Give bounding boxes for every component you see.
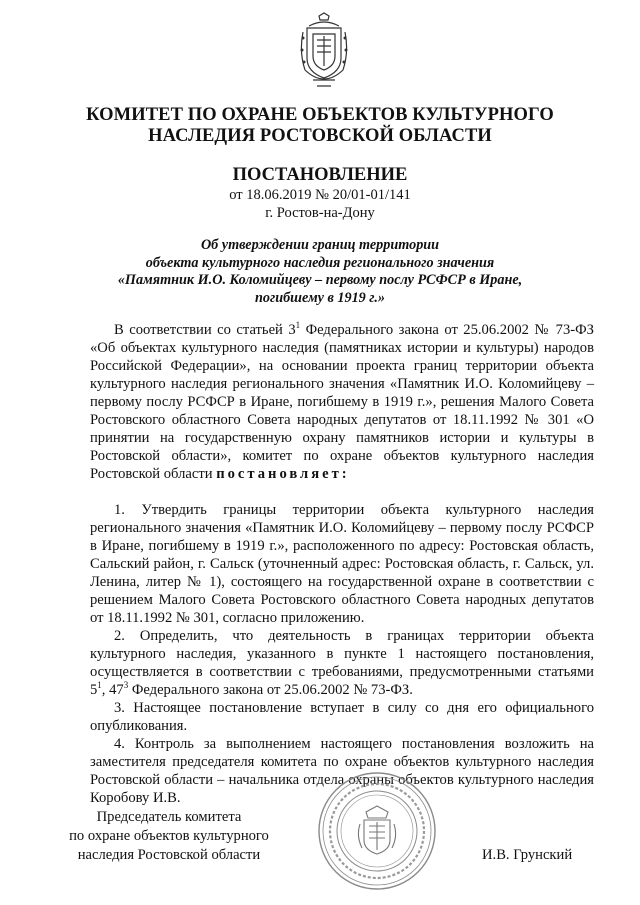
subject-line1: Об утверждении границ территории bbox=[200, 237, 440, 253]
official-seal-stamp bbox=[316, 770, 438, 892]
document-city: г. Ростов-на-Дону bbox=[265, 205, 375, 221]
item-2-superscript1: 1 bbox=[97, 680, 102, 691]
committee-title-line2: НАСЛЕДИЯ РОСТОВСКОЙ ОБЛАСТИ bbox=[148, 126, 492, 146]
document-body bbox=[90, 321, 594, 807]
signature-position-line2: по охране объектов культурного bbox=[69, 828, 269, 844]
preamble-part2: Федерального закона от 25.06.2002 № 73-ФЗ «Об объектах культурного наследия (памятниках истории и культуры) народов Российской Федерации», на основании проекта границ территории объекта культурного наследия регионального значения «Памятник И.О. Коломийцеву – первому послу РСФСР в Иране, погибшему в 1919 г.», решения Малого Совета Ростовского областного Совета народных депутатов от 18.11.1992 № 301 «О принятии на государственную охрану памятников истории и культуры в Ростовской области», комитет по охране объектов культурного наследия Ростовской области bbox=[90, 322, 594, 482]
coat-of-arms-icon bbox=[299, 12, 349, 94]
signer-name: И.В. Грунский bbox=[482, 847, 573, 863]
document-type: ПОСТАНОВЛЕНИЕ bbox=[232, 165, 408, 185]
item-2-part1: 2. Определить, что деятельность в границах территории объекта культурного наследия, указанного в пункте 1 настоящего постановления, осуществляется в соответствии с требованиями, предусмотренными статьями 5 bbox=[90, 628, 594, 698]
item-2-part3: Федерального закона от 25.06.2002 № 73-ФЗ. bbox=[128, 682, 413, 698]
document-date-number: от 18.06.2019 № 20/01-01/141 bbox=[229, 187, 411, 203]
preamble-superscript: 1 bbox=[295, 320, 301, 331]
committee-title-line1: КОМИТЕТ ПО ОХРАНЕ ОБЪЕКТОВ КУЛЬТУРНОГО bbox=[86, 105, 554, 125]
signature-position bbox=[58, 808, 280, 865]
item-2-paragraph bbox=[90, 627, 594, 699]
subject-line3: «Памятник И.О. Коломийцеву – первому послу РСФСР в Иране, bbox=[117, 272, 523, 288]
resolves-word: постановляет: bbox=[216, 466, 350, 482]
subject-line4: погибшему в 1919 г.» bbox=[254, 289, 385, 306]
signature-position-line1: Председатель комитета bbox=[96, 809, 242, 825]
item-3-paragraph: 3. Настоящее постановление вступает в силу со дня его официального опубликования. bbox=[90, 700, 594, 734]
item-2-superscript2: 3 bbox=[123, 680, 129, 691]
document-subject bbox=[80, 237, 560, 307]
subject-line2: объекта культурного наследия регионального значения bbox=[145, 254, 495, 271]
item-1-paragraph: 1. Утвердить границы территории объекта культурного наследия регионального значения «Памятник И.О. Коломийцеву – первому послу РСФСР в Иране, погибшему в 1919 г.», расположенного по адресу: Ростовская область, Сальский район, г. Сальск (уточненный адрес: Ростовская область, г. Сальск, ул. Ленина, литер № 1), состоящего на государственной охране в соответствии с решением Малого Совета Ростовского областного Совета народных депутатов от 18.11.1992 № 301, согласно приложению. bbox=[90, 502, 594, 626]
preamble-part1: В соответствии со статьей 3 bbox=[114, 322, 296, 338]
item-2-part2: , 47 bbox=[101, 682, 124, 698]
committee-title bbox=[60, 105, 580, 147]
preamble-paragraph bbox=[90, 321, 594, 483]
item-4-paragraph: 4. Контроль за выполнением настоящего постановления возложить на заместителя председателя комитета по охране объектов культурного наследия Ростовской области – начальника отдела охраны объектов культурного наследия Коробову И.В. bbox=[90, 736, 594, 806]
signature-position-line3: наследия Ростовской области bbox=[77, 847, 261, 863]
